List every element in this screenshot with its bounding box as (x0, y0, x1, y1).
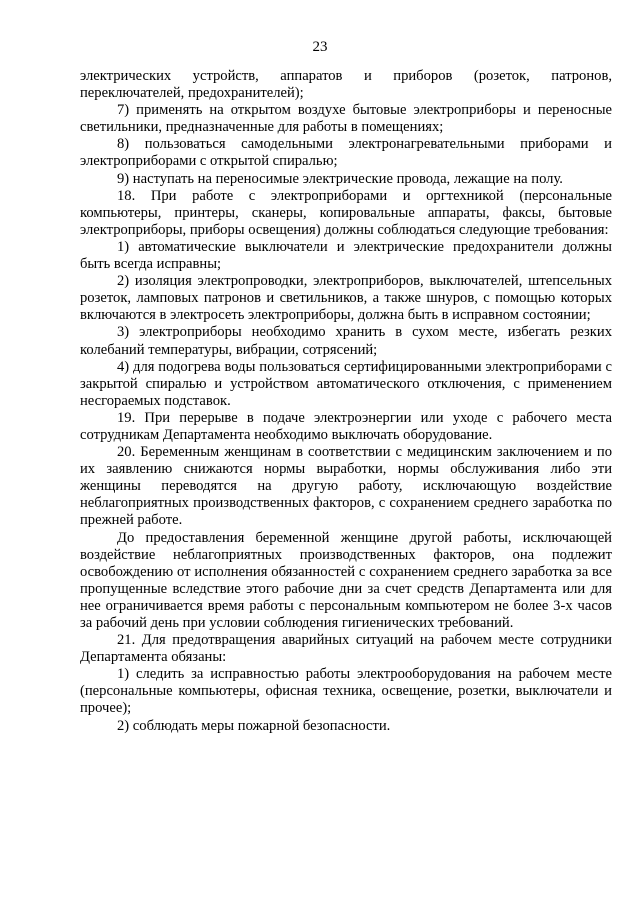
page-number: 23 (312, 39, 328, 55)
paragraph: 2) соблюдать меры пожарной безопасности. (117, 717, 391, 734)
paragraph: 2) изоляция электропроводки, электроприборов, выключателей, штепсельных розеток, ламповых патронов и светильников, а также шнуров, с помощью которых включаются в электросеть электроприборы, должна быть в исправном состоянии; (80, 273, 612, 324)
paragraph: 1) автоматические выключатели и электрические предохранители должны быть всегда исправны; (80, 238, 612, 273)
paragraph: 4) для подогрева воды пользоваться сертифицированными электроприборами с закрытой спиралью и устройством автоматического отключения, с применением несгораемых подставок. (80, 358, 612, 409)
paragraph: 20. Беременным женщинам в соответствии с медицинским заключением и по их заявлению снижаются нормы выработки, нормы обслуживания либо эти женщины переводятся на другую работу, исключающую воздействие неблагоприятных производственных факторов, с сохранением среднего заработка по прежней работе. (80, 444, 612, 529)
paragraph: 1) следить за исправностью работы электрооборудования на рабочем месте (персональные компьютеры, офисная техника, освещение, розетки, выключатели и прочее); (80, 666, 612, 717)
paragraph: 18. При работе с электроприборами и оргтехникой (персональные компьютеры, принтеры, сканеры, копировальные аппараты, факсы, бытовые электроприборы, приборы освещения) должны соблюдаться следующие требования: (80, 187, 612, 238)
paragraph: электрических устройств, аппаратов и приборов (розеток, патронов, переключателей, предохранителей); (80, 68, 612, 102)
paragraph: 7) применять на открытом воздухе бытовые электроприборы и переносные светильники, предназначенные для работы в помещениях; (80, 102, 612, 136)
paragraph: 19. При перерыве в подаче электроэнергии или уходе с рабочего места сотрудникам Департамента необходимо выключать оборудование. (80, 409, 612, 443)
paragraph: 21. Для предотвращения аварийных ситуаций на рабочем месте сотрудники Департамента обязаны: (80, 632, 612, 666)
paragraph: 3) электроприборы необходимо хранить в сухом месте, избегать резких колебаний температуры, вибрации, сотрясений; (80, 324, 612, 358)
body-text (80, 68, 612, 735)
paragraph: 9) наступать на переносимые электрические провода, лежащие на полу. (117, 170, 563, 187)
paragraph: До предоставления беременной женщине другой работы, исключающей воздействие неблагоприятных производственных факторов, она подлежит освобождению от исполнения обязанностей с сохранением среднего заработка за все пропущенные вследствие этого рабочие дни за счет средств Департамента или для нее ограничивается время работы с персональным компьютером не более 3-х часов за рабочий день при условии соблюдения гигиенических требований. (80, 529, 612, 631)
paragraph: 8) пользоваться самодельными электронагревательными приборами и электроприборами с открытой спиралью; (80, 136, 612, 170)
